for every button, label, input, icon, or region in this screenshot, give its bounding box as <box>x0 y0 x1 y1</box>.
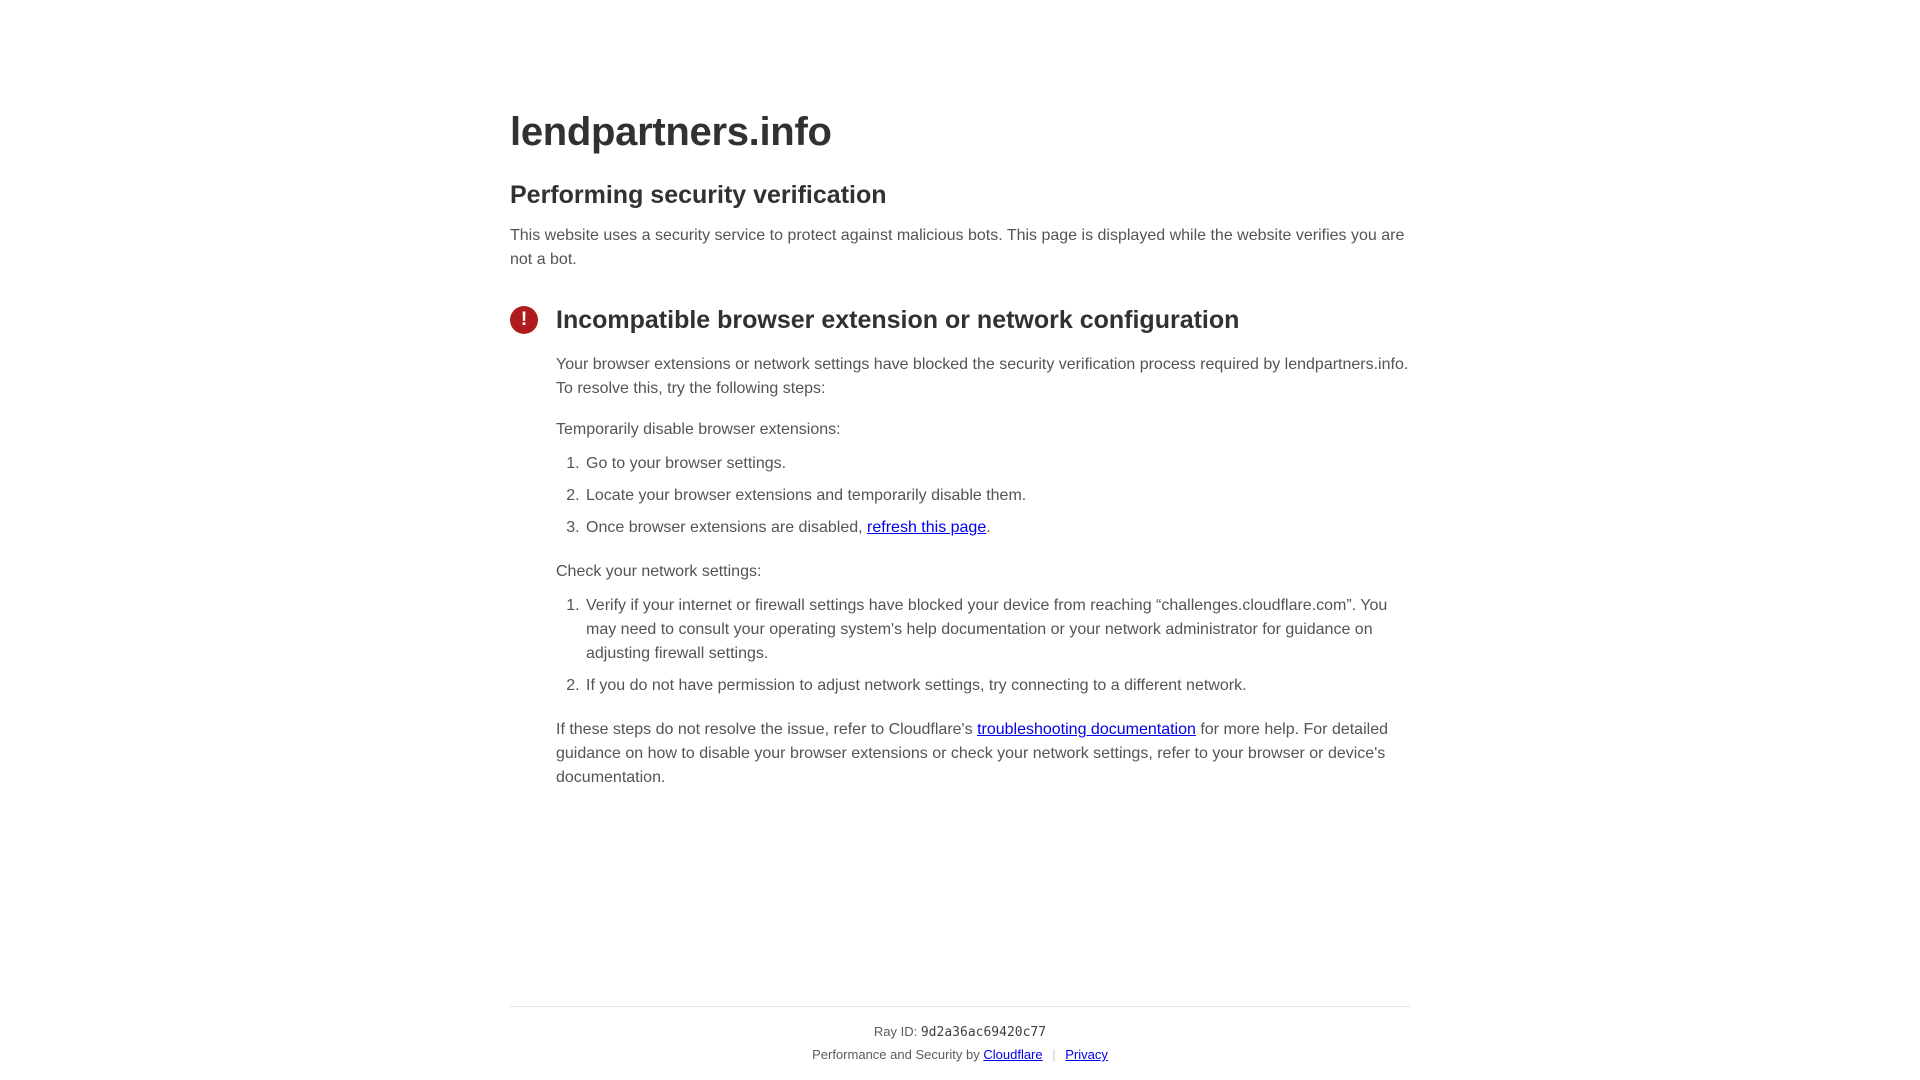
troubleshooting-documentation-link[interactable]: troubleshooting documentation <box>977 721 1196 738</box>
security-verification-subtitle: Performing security verification <box>510 181 887 209</box>
closing-text: If these steps do not resolve the issue, refer to Cloudflare's <box>556 721 978 738</box>
network-label: Check your network settings: <box>556 563 762 580</box>
extensions-steps-list <box>556 452 1410 540</box>
closing-paragraph <box>556 718 1410 790</box>
error-section <box>510 304 1410 790</box>
performance-line <box>510 1047 1410 1062</box>
main-content <box>510 0 1410 966</box>
ray-id-line <box>510 1024 1410 1040</box>
list-item: 2. Locate your browser extensions and temporarily disable them. <box>584 484 1410 508</box>
site-domain-title: lendpartners.info <box>510 110 832 154</box>
extensions-label: Temporarily disable browser extensions: <box>556 421 841 438</box>
list-item-text: Once browser extensions are disabled, <box>586 519 868 536</box>
network-steps-list <box>556 594 1410 698</box>
exclamation-circle-icon: ! <box>510 306 538 334</box>
performance-text: Performance and Security by <box>812 1047 984 1062</box>
list-item-text: . <box>986 519 991 536</box>
list-item: 2. If you do not have permission to adjust network settings, try connecting to a different network. <box>584 674 1410 698</box>
list-item <box>584 516 1410 540</box>
privacy-link[interactable]: Privacy <box>1065 1047 1108 1062</box>
list-item: 1. Verify if your internet or firewall settings have blocked your device from reaching “challenges.cloudflare.com”. You may need to consult your operating system's help documentation or your network administrator for guidance on adjusting firewall settings. <box>584 594 1410 666</box>
ray-id-value: 9d2a36ac69420c77 <box>920 1025 1047 1040</box>
refresh-page-link[interactable]: refresh this page <box>867 519 987 536</box>
intro-paragraph: This website uses a security service to protect against malicious bots. This page is displayed while the website verifies you are not a bot. <box>510 227 1405 268</box>
error-heading: Incompatible browser extension or network configuration <box>556 306 1240 334</box>
list-item: 1. Go to your browser settings. <box>584 452 1410 476</box>
page-footer <box>510 1006 1410 1080</box>
error-description: Your browser extensions or network settings have blocked the security verification process required by lendpartners.info. To resolve this, try the following steps: <box>556 356 1409 397</box>
error-body <box>556 304 1410 790</box>
footer-separator: | <box>1052 1047 1056 1062</box>
page-container <box>510 0 1410 1080</box>
ray-id-label: Ray ID: <box>873 1024 918 1039</box>
cloudflare-link[interactable]: Cloudflare <box>983 1047 1043 1062</box>
closing-text: for more help. For detailed guidance on how to disable your browser extensions or check your network settings, refer to your browser or device's documentation. <box>556 721 1388 786</box>
